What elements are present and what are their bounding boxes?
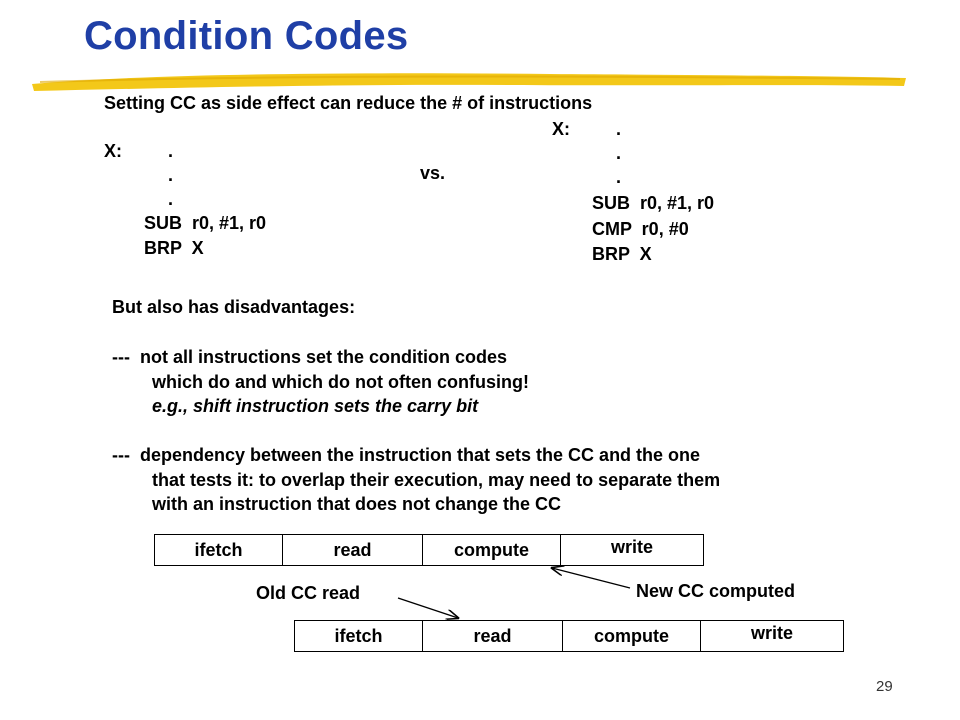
pipeline-1-ifetch: ifetch [155,535,283,565]
vs-label: vs. [420,163,446,183]
pipeline-1-read: read [283,535,423,565]
point1-line3: e.g., shift instruction sets the carry bit [152,396,479,416]
pipeline-1-write: write [610,537,653,557]
left-code-line-2: BRP X [144,238,204,258]
pipeline-2-compute: compute [563,621,701,651]
left-label: X: [104,141,122,161]
pipeline-1-compute: compute [423,535,561,565]
left-dot-1: . [168,141,174,161]
point2-line2: that tests it: to overlap their execution, may need to separate them [152,470,721,490]
right-code-line-2: CMP r0, #0 [592,219,689,239]
right-dot-2: . [616,143,622,163]
right-code-line-3: BRP X [592,244,652,264]
pipeline-2-write: write [750,623,793,643]
right-dot-1: . [616,119,622,139]
old-cc-label: Old CC read [256,583,361,603]
right-dot-3: . [616,167,622,187]
point1-line2: which do and which do not often confusing! [152,372,529,392]
left-code-line-1: SUB r0, #1, r0 [144,213,267,233]
slide-title: Condition Codes [84,14,409,58]
point2-line1: --- dependency between the instruction that sets the CC and the one [112,445,701,465]
right-label: X: [552,119,570,139]
new-cc-label: New CC computed [636,581,796,601]
disadvantages-heading: But also has disadvantages: [112,297,356,317]
page-number: 29 [876,678,893,695]
right-code-line-1: SUB r0, #1, r0 [592,193,715,213]
pipeline-2-read: read [423,621,563,651]
left-dot-2: . [168,165,174,185]
pipeline-2-ifetch: ifetch [295,621,423,651]
subtitle: Setting CC as side effect can reduce the # of instructions [104,93,593,113]
new-cc-arrow [552,568,630,588]
point1-line1: --- not all instructions set the condition codes [112,347,508,367]
left-dot-3: . [168,189,174,209]
old-cc-arrow [398,598,458,618]
point2-line3: with an instruction that does not change the CC [152,494,562,514]
